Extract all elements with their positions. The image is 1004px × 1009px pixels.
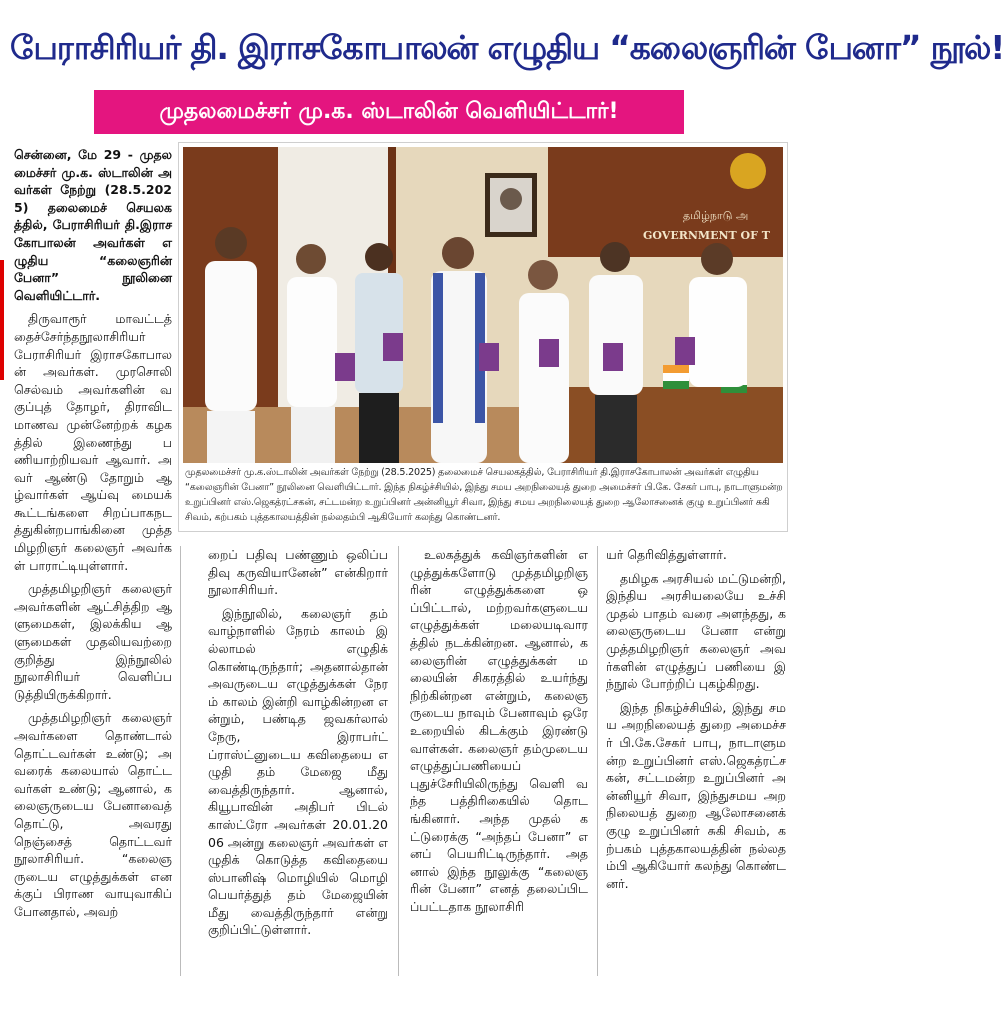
subheadline-banner: முதலமைச்சர் மு.க. ஸ்டாலின் வெளியிட்டார்! (94, 90, 684, 134)
article-paragraph: சென்னை, மே 29 - முதலமைச்சர் மு.க. ஸ்டாலின் அவர்கள் நேற்று (28.5.2025) தலைமைச் செயலகத்தில், பேராசிரியர் தி.இராசகோபாலன் அவர்கள் எழுதிய “கலைஞரின் பேனா” நூலினை வெளியிட்டார். (14, 147, 172, 303)
column-divider (180, 546, 181, 976)
article-paragraph: திருவாரூர் மாவட்டத் தைச்சேர்ந்தநூலாசிரியர் பேராசிரியர் இராசகோபாலன் அவர்கள். முரசொலி செல்வம் அவர்களின் வகுப்புத் தோழர், திராவிட மாணவ முன்னேற்றக் கழகத்தில் இணைந்து பணியாற்றியவர் ஆவார். அவர் ஆண்டு தோறும் ஆழ்வார்கள் ஆய்வு மையக் கூட்டங்களை சிறப்பாகநடத்துகின்றபாங்கினை முத்தமிழறிஞர் கலைஞர் அவர்கள் பாராட்டியுள்ளார். (14, 311, 172, 573)
edge-marker (0, 260, 4, 380)
board-english-text: GOVERNMENT OF T (643, 229, 770, 242)
article-paragraph: றைப் பதிவு பண்ணும் ஒலிப்பதிவு கருவியானேன்” என்கிறார் நூலாசிரியர். (208, 547, 388, 598)
article-paragraph: தமிழக அரசியல் மட்டுமன்றி, இந்திய அரசியலையே உச்சி முதல் பாதம் வரை அளந்தது, கலைஞருடைய பேனா என்று முத்தமிழறிஞர் கலைஞர் அவர்களின் எழுத்துப் பணியை இந்நூல் போற்றிப் புகழ்கிறது. (606, 570, 786, 692)
column-divider (398, 546, 399, 976)
article-paragraph: உலகத்துக் கவிஞர்களின் எழுத்துக்களோடு முத்தமிழறிஞரின் எழுத்துக்களை ஒப்பிட்டால், மற்றவர்களுடைய எழுத்துக்கள் மலையடிவாரத்தில் நடக்கின்றன. ஆனால், கலைஞரின் எழுத்துக்கள் மலையின் சிகரத்தில் உயர்ந்து நிற்கின்றன என்றும், கலைஞருடைய நாவும் பேனாவும் ஒரே உறையில் கிடக்கும் இரண்டு வாள்கள். கலைஞர் தம்முடைய எழுத்துப்பணியைப் புதுச்சேரியிலிருந்து வெளி வந்த பத்திரிகையில் தொடங்கினார். அந்த முதல் கட்டுரைக்கு “அந்தப் பேனா” எனப் பெயரிட்டிருந்தார். அதனால் இந்த நூலுக்கு “கலைஞரின் பேனா” எனத் தலைப்பிடப்பட்டதாக நூலாசிரி (410, 547, 588, 914)
photo-frame (178, 142, 788, 532)
column-divider (597, 546, 598, 976)
photo-caption: முதலமைச்சர் மு.க.ஸ்டாலின் அவர்கள் நேற்று (28.5.2025) தலைமைச் செயலகத்தில், பேராசிரியர் தி.இராசகோபாலன் அவர்கள் எழுதிய “கலைஞரின் பேனா” நூலினை வெளியிட்டார். இந்த நிகழ்ச்சியில், இந்து சமய அறநிலையத் துறை அமைச்சர் பி.கே. சேகர் பாபு, நாடாளுமன்ற உறுப்பினர் எஸ்.ஜெகத்ரட்சகன், சட்டமன்ற உறுப்பினர் அன்னியூர் சிவா, இந்து சமய அறநிலையத் துறை ஆலோசனைக் குழு உறுப்பினர் சுகி சிவம், கற்பகம் புத்தகாலயத்தின் நல்லதம்பி ஆகியோர் கலந்து கொண்டனர். (185, 467, 783, 523)
article-column-4 (606, 546, 786, 978)
article-paragraph: இந்நூலில், கலைஞர் தம் வாழ்நாளில் நேரம் காலம் இல்லாமல் எழுதிக் கொண்டிருந்தார்; அதனால்தான் அவருடைய எழுத்துக்கள் நேரம் காலம் இன்றி வாழ்கின்றன என்றும், பண்டித ஜவகர்லால் நேரு, இராபர்ட் ப்ராஸ்ட்னுடைய கவிதையை எழுதி தம் மேஜை மீது வைத்திருந்தார். ஆனால், கியூபாவின் அதிபர் பிடல் காஸ்ட்ரோ அவர்கள் 20.01.2006 அன்று கலைஞர் அவர்கள் எழுதிக் கொடுத்த கவிதையை ஸ்பானிஷ் மொழியில் மொழி பெயர்த்துத் தம் மேஜையின் மீது வைத்திருந்தார் என்று குறிப்பிட்டுள்ளார். (208, 605, 388, 938)
emblem-icon (730, 153, 766, 189)
article-column-3 (410, 546, 588, 978)
event-photo (183, 147, 783, 463)
article-column-2 (208, 546, 388, 978)
article-column-1 (14, 146, 172, 978)
board-tamil-text: தமிழ்நாடு அ (683, 209, 749, 222)
headline: பேராசிரியர் தி. இராசகோபாலன் எழுதிய “கலைஞரின் பேனா” நூல்! (10, 28, 1004, 67)
article-paragraph: முத்தமிழறிஞர் கலைஞர் அவர்களை தொண்டால் தொட்டவர்கள் உண்டு; அவரைக் கலையால் தொட்டவர்கள் உண்டு; ஆனால், கலைஞருடைய பேனாவைத் தொட்டு, அவரது நெஞ்சைத் தொட்டவர் நூலாசிரியர். “கலைஞருடைய எழுத்துக்கள் எனக்குப் பிராண வாயுவாகிப் போனதால், அவற் (14, 710, 172, 919)
article-paragraph: இந்த நிகழ்ச்சியில், இந்து சமய அறநிலையத் துறை அமைச்சர் பி.கே.சேகர் பாபு, நாடாளுமன்ற உறுப்பினர் எஸ்.ஜெகத்ரட்சகன், சட்டமன்ற உறுப்பினர் அன்னியூர் சிவா, இந்துசமய அறநிலையத் துறை ஆலோசனைக் குழு உறுப்பினர் சுகி சிவம், கற்பகம் புத்தகாலயத்தின் நல்லதம்பி ஆகியோர் கலந்து கொண்டனர். (606, 699, 786, 891)
photo-illustration (183, 147, 783, 463)
article-paragraph: முத்தமிழறிஞர் கலைஞர் அவர்களின் ஆட்சித்திற ஆளுமைகள், இலக்கிய ஆளுமைகள் முதலியவற்றை குறித்து இந்நூலில் நூலாசிரியர் வெளிப்படுத்தியிருக்கிறார். (14, 581, 172, 702)
article-paragraph: யர் தெரிவித்துள்ளார். (606, 547, 727, 562)
